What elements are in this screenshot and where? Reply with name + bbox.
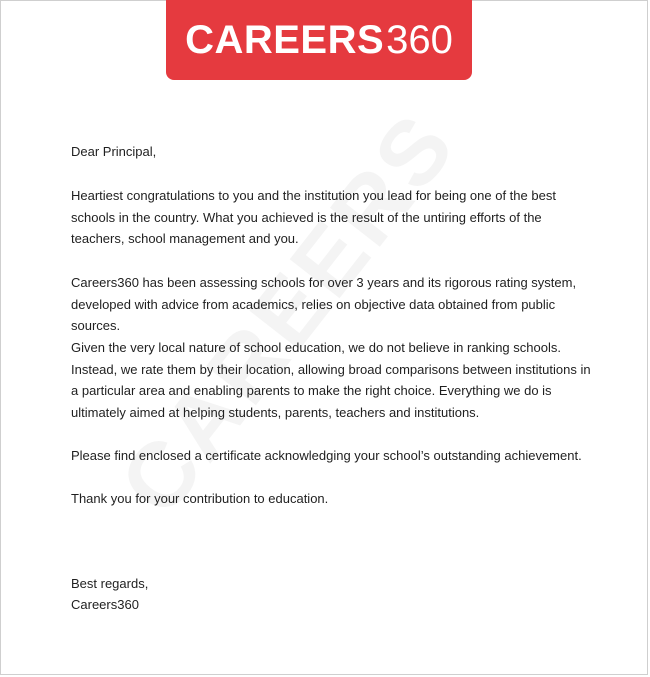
signature: Careers360 (71, 597, 139, 612)
salutation: Dear Principal, (71, 144, 157, 159)
paragraph-assessment: Careers360 has been assessing schools for over 3 years and its rigorous rating system, developed with advice from academics, relies on objective data obtained from public sources. (71, 275, 577, 333)
paragraph-certificate: Please find enclosed a certificate acknowledging your school’s outstanding achievement. (71, 448, 582, 463)
closing: Best regards, (71, 576, 149, 591)
paragraph-congratulations: Heartiest congratulations to you and the institution you lead for being one of the best schools in the country. What you achieved is the result of the untiring efforts of the teachers, school management and you. (71, 188, 556, 246)
paragraph-rating-approach: Given the very local nature of school education, we do not believe in ranking schools. Instead, we rate them by their location, allowing broad comparisons between institutions in a particular area and enabling parents to make the right choice. Everything we do is ultimately aimed at helping students, parents, teachers and institutions. (71, 340, 591, 420)
careers360-logo (166, 0, 472, 80)
paragraph-thanks: Thank you for your contribution to education. (71, 491, 329, 506)
logo-word: CAREERS (185, 17, 385, 62)
logo-number: 360 (386, 17, 453, 62)
